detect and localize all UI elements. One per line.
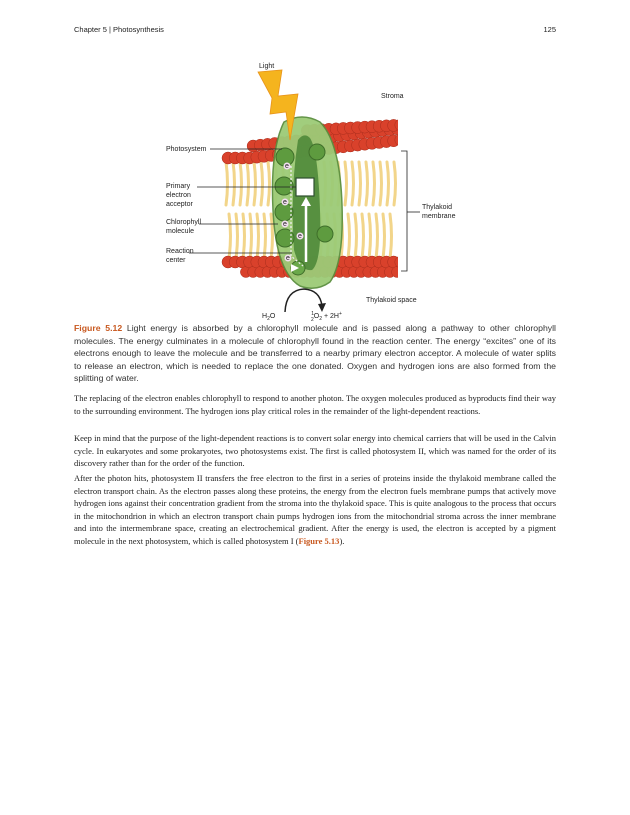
reaction-center-label-line2: center <box>166 257 186 264</box>
chlorophyll-molecule <box>309 144 325 160</box>
running-header-chapter: Chapter 5 | Photosynthesis <box>74 25 164 34</box>
lipid-tail <box>369 214 371 258</box>
lipid-tail <box>394 162 396 205</box>
figure-caption-label: Figure 5.12 <box>74 323 123 333</box>
lipid-tail <box>380 162 382 205</box>
lipid-tail <box>373 162 375 205</box>
lipid-head <box>395 119 407 131</box>
figure-5-13-link[interactable]: Figure 5.13 <box>298 535 340 546</box>
lipid-tail <box>345 162 347 205</box>
arrowhead <box>318 303 326 312</box>
stroma-label: Stroma <box>381 93 404 100</box>
electron-label: e <box>298 233 302 240</box>
lipid-tail <box>250 214 252 258</box>
reaction-center-label-line1: Reaction <box>166 248 194 255</box>
body-paragraph-3 <box>74 472 556 548</box>
chlorophyll-molecule <box>317 226 333 242</box>
lipid-tail <box>387 162 389 205</box>
lipid-tail <box>261 162 263 205</box>
lipid-head <box>395 134 407 146</box>
water-splitting-arrow <box>285 289 322 312</box>
body-paragraph-1: The replacing of the electron enables chlorophyll to respond to another photon. The oxygen molecules produced as byproducts find their way to the surrounding environment. The hydrogen ions play critical roles in the remainder of the light-dependent reactions. <box>74 393 556 416</box>
primary-acceptor-label-line1: Primary <box>166 183 191 190</box>
lipid-tail <box>359 162 361 205</box>
lipid-tail <box>233 162 235 205</box>
body-paragraph-3-end: ). <box>339 535 345 546</box>
thylakoid-space-label: Thylakoid space <box>366 297 417 304</box>
primary-acceptor-label-line2: electron <box>166 192 191 199</box>
photosystem-complex <box>272 117 342 288</box>
lipid-tail <box>240 162 242 205</box>
lipid-tail <box>229 214 231 258</box>
primary-acceptor-label-line3: acceptor <box>166 201 193 208</box>
chlorophyll-molecule <box>275 177 293 195</box>
lipid-tail <box>271 214 273 258</box>
lipid-tail <box>348 214 350 258</box>
lipid-tail <box>352 162 354 205</box>
lipid-tail <box>362 214 364 258</box>
light-bolt-icon <box>258 70 298 140</box>
lipid-tail <box>247 162 249 205</box>
primary-electron-acceptor <box>296 178 314 196</box>
figure-caption <box>74 322 556 385</box>
lipid-tail <box>264 214 266 258</box>
lipid-tail <box>366 162 368 205</box>
chlorophyll-label-line2: molecule <box>166 228 195 235</box>
electron-label: e <box>283 221 287 228</box>
page-number: 125 <box>543 25 556 34</box>
electron-label: e <box>286 255 290 262</box>
lipid-tail <box>355 214 357 258</box>
lipid-tail <box>236 214 238 258</box>
thylakoid-membrane-label-line1: Thylakoid <box>422 204 452 211</box>
lipid-head <box>398 122 410 134</box>
lipid-tail <box>376 214 378 258</box>
lipid-tail <box>390 214 392 258</box>
lipid-head <box>395 256 407 268</box>
chlorophyll-label-line1: Chlorophyll <box>166 219 202 226</box>
electron-label: e <box>283 199 287 206</box>
lipid-tail <box>226 162 228 205</box>
thylakoid-membrane-label-line2: membrane <box>422 213 456 220</box>
water-formula: $H_2O$ <box>262 313 276 322</box>
light-label: Light <box>259 63 275 70</box>
body-paragraph-2: Keep in mind that the purpose of the light-dependent reactions is to convert solar energy into chemical carriers that will be used in the Calvin cycle. In eukaryotes and some prokaryotes, two photosystems exist. The first is called photosystem II, which was named for the order of its discovery rather than for the order of the function. <box>74 433 556 469</box>
products-formula: $^1$ $2O_2 + 2H^+$ <box>311 311 342 323</box>
lipid-tail <box>383 214 385 258</box>
photosystem-label: Photosystem <box>166 146 207 153</box>
lipid-head <box>399 267 410 278</box>
lipid-tail <box>243 214 245 258</box>
figure-caption-text: Light energy is absorbed by a chlorophyll molecule and is passed along a pathway to other chlorophyll molecules. The energy culminates in a molecule of chlorophyll found in the reaction center. The energy “excites” one of its electrons enough to leave the molecule and be transferred to a nearby primary electron acceptor. A molecule of water splits to release an electron, which is needed to replace the one donated. Oxygen and hydrogen ions are also formed from the splitting of water. <box>74 323 556 384</box>
electron-label: e <box>285 163 289 170</box>
lipid-head <box>392 267 403 278</box>
lipid-tail <box>257 214 259 258</box>
lipid-tail <box>268 162 270 205</box>
body-paragraph-3-text: After the photon hits, photosystem II transfers the free electron to the first in a series of proteins inside the thylakoid membrane called the electron transport chain. As the electron passes along these proteins, the energy from the electron fuels membrane pumps that actively move hydrogen ions against their concentration gradient from the stroma into the thylakoid space. This is quite analogous to the process that occurs in the mitochondrion in which an electron transport chain pumps hydrogen ions from the mitochondrial stroma across the inner membrane and into the intermembrane space, creating an electrochemical gradient. After the energy is used, the electron is accepted by a pigment molecule in the next photosystem, which is called photosystem I ( <box>74 473 556 546</box>
lipid-tail <box>254 162 256 205</box>
photosystem-figure <box>0 0 630 330</box>
